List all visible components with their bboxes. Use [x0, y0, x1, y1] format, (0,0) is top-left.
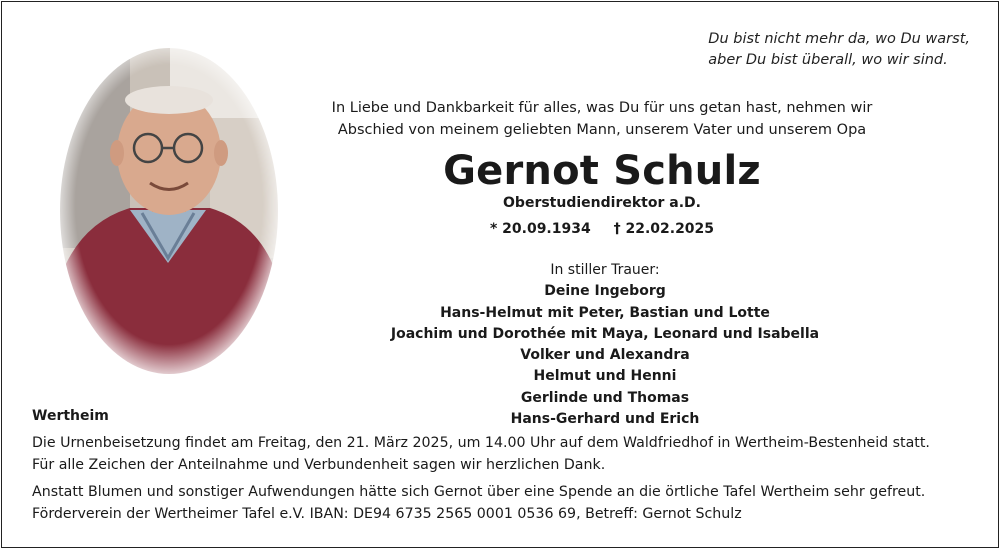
life-dates — [302, 218, 902, 240]
mourners-lead: In stiller Trauer: — [550, 262, 660, 278]
notice-line-1: Die Urnenbeisetzung findet am Freitag, den 21. März 2025, um 14.00 Uhr auf dem Waldfriedhof in Wertheim-Bestenheid statt. — [32, 435, 930, 451]
notice-line-2: Für alle Zeichen der Anteilnahme und Verbundenheit sagen wir herzlichen Dank. — [32, 456, 606, 473]
intro-line-2: Abschied von meinem geliebten Mann, unserem Vater und unserem Opa — [337, 122, 867, 138]
quote-line-1: Du bist nicht mehr da, wo Du warst, — [708, 31, 970, 47]
place-name: Wertheim — [32, 408, 109, 424]
intro-text — [302, 97, 902, 141]
mourners-list — [305, 260, 905, 430]
quote-line-2: aber Du bist überall, wo wir sind. — [708, 52, 948, 68]
deceased-name: Gernot Schulz — [443, 148, 761, 194]
mourner-name: Hans-Gerhard und Erich — [510, 411, 700, 428]
mourner-name: Volker und Alexandra — [520, 347, 690, 364]
mourner-name: Gerlinde und Thomas — [520, 389, 690, 406]
quote — [708, 29, 970, 71]
portrait-photo-icon — [60, 48, 278, 374]
death-date: † 22.02.2025 — [613, 221, 715, 237]
birth-date: * 20.09.1934 — [489, 221, 591, 237]
notice-line-3: Anstatt Blumen und sonstiger Aufwendungen hätte sich Gernot über eine Spende an die örtliche Tafel Wertheim sehr gefreut. — [32, 484, 926, 500]
funeral-notice — [32, 433, 982, 525]
notice-line-4: Förderverein der Wertheimer Tafel e.V. IBAN: DE94 6735 2565 0001 0536 69, Betreff: Gernot Schulz — [32, 505, 742, 522]
mourner-name: Helmut und Henni — [533, 368, 677, 385]
obituary-notice — [1, 1, 999, 548]
intro-line-1: In Liebe und Dankbarkeit für alles, was Du für uns getan hast, nehmen wir — [331, 100, 873, 116]
deceased-title: Oberstudiendirektor a.D. — [503, 195, 701, 211]
mourner-name: Joachim und Dorothée mit Maya, Leonard und Isabella — [390, 325, 820, 342]
mourner-name: Deine Ingeborg — [544, 283, 666, 300]
mourner-name: Hans-Helmut mit Peter, Bastian und Lotte — [440, 304, 770, 321]
